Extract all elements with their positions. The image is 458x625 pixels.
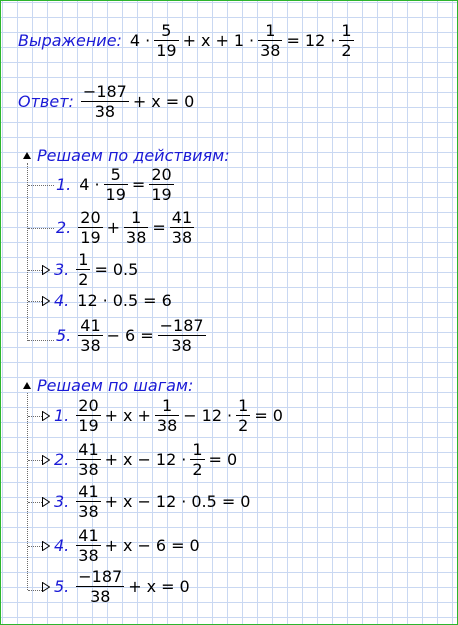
solve-step-3[interactable] [42, 483, 252, 520]
operator: = [171, 536, 185, 555]
numerator: 5 [161, 21, 172, 40]
denominator: 19 [78, 416, 99, 435]
operator: = [131, 175, 146, 194]
solve-step-5[interactable] [42, 568, 192, 605]
step-number: 3. [54, 492, 70, 511]
expand-arrow-icon[interactable] [42, 582, 50, 592]
operator: · [102, 291, 108, 310]
fraction [104, 166, 128, 203]
fraction [76, 397, 100, 434]
step-number: 4. [54, 536, 70, 555]
operator: − [106, 326, 121, 345]
action-step-2 [56, 209, 195, 246]
expand-arrow-icon[interactable] [42, 411, 50, 421]
operator: − [183, 406, 197, 425]
variable: x [123, 492, 133, 511]
solve-step-2[interactable] [42, 441, 239, 478]
term: 0 [184, 92, 195, 111]
denominator: 19 [156, 41, 177, 60]
term: 4 [129, 31, 141, 50]
term: 0.5 [191, 492, 217, 511]
expand-arrow-icon[interactable] [42, 296, 50, 306]
expression-line [18, 22, 355, 59]
operator: + [182, 31, 196, 50]
operator: = [94, 260, 108, 279]
numerator: −187 [159, 316, 204, 335]
term: 12 [77, 291, 98, 310]
step-number: 2. [54, 450, 70, 469]
tree-connector [27, 393, 28, 590]
numerator: 20 [78, 396, 99, 415]
operator: · [181, 492, 187, 511]
term: 12 [201, 406, 223, 425]
numerator: 1 [161, 396, 173, 415]
fraction [155, 397, 179, 434]
denominator: 38 [171, 336, 192, 355]
expand-arrow-icon[interactable] [42, 265, 50, 275]
collapse-triangle-icon[interactable] [23, 382, 31, 389]
actions-heading-text: Решаем по действиям: [37, 146, 230, 165]
variable: x [123, 536, 133, 555]
term: 12 [304, 31, 326, 50]
collapse-triangle-icon[interactable] [23, 152, 31, 159]
term: 0 [240, 492, 251, 511]
operator: − [137, 450, 151, 469]
numerator: 1 [265, 21, 276, 40]
step-number: 2. [56, 218, 72, 237]
operator: − [137, 492, 151, 511]
denominator: 19 [151, 185, 172, 204]
numerator: 41 [78, 440, 99, 459]
fraction [158, 317, 206, 354]
term: 4 [79, 175, 90, 194]
fraction [236, 397, 250, 434]
step-number: 5. [54, 577, 70, 596]
operator: − [137, 536, 151, 555]
tree-connector [28, 228, 54, 229]
term: 0 [179, 577, 190, 596]
tree-connector [28, 590, 42, 591]
fraction [78, 209, 102, 246]
term: 6 [155, 536, 167, 555]
answer-line [18, 83, 196, 120]
expression-label: Выражение: [18, 31, 122, 50]
action-step-1 [56, 166, 175, 203]
denominator: 38 [94, 102, 116, 121]
steps-heading-text: Решаем по шагам: [37, 376, 194, 395]
denominator: 2 [238, 416, 249, 435]
tree-connector [28, 502, 42, 503]
denominator: 38 [90, 587, 111, 606]
operator: + [215, 31, 229, 50]
denominator: 2 [341, 41, 352, 60]
denominator: 38 [78, 460, 99, 479]
operator: + [104, 492, 119, 511]
denominator: 38 [78, 546, 99, 565]
numerator: 1 [341, 21, 352, 40]
term: 12 [155, 450, 177, 469]
variable: x [123, 450, 133, 469]
numerator: 1 [78, 250, 89, 269]
fraction [170, 209, 194, 246]
fraction [190, 441, 204, 478]
action-step-4[interactable] [42, 291, 174, 310]
tree-connector [28, 460, 42, 461]
tree-connector [28, 301, 42, 302]
tree-connector [28, 340, 54, 341]
term: 12 [155, 492, 177, 511]
operator: + [104, 450, 119, 469]
fraction [76, 527, 100, 564]
operator: · [145, 31, 151, 50]
fraction [78, 317, 102, 354]
tree-connector [28, 270, 42, 271]
operator: + [106, 218, 121, 237]
action-step-5 [56, 317, 207, 354]
denominator: 38 [80, 336, 101, 355]
operator: = [143, 291, 157, 310]
tree-connector [27, 163, 28, 341]
solve-step-1[interactable] [42, 397, 285, 434]
operator: · [181, 450, 187, 469]
fraction [149, 166, 173, 203]
operator: = [208, 450, 222, 469]
tree-connector [28, 546, 42, 547]
fraction [81, 83, 129, 120]
numerator: 41 [78, 482, 99, 501]
numerator: −187 [82, 82, 127, 101]
answer-label: Ответ: [18, 92, 74, 111]
denominator: 19 [80, 228, 101, 247]
fraction [154, 22, 178, 59]
step-number: 5. [56, 326, 72, 345]
denominator: 38 [260, 41, 281, 60]
tree-connector [28, 185, 54, 186]
variable: x [200, 31, 211, 50]
numerator: 20 [80, 208, 101, 227]
denominator: 2 [78, 270, 89, 289]
numerator: 41 [78, 526, 99, 545]
step-number: 4. [54, 291, 70, 310]
step-number: 1. [56, 175, 72, 194]
operator: + [104, 406, 119, 425]
numerator: 1 [192, 440, 203, 459]
fraction [76, 568, 124, 605]
solve-step-4[interactable] [42, 527, 202, 564]
operator: = [152, 218, 166, 237]
operator: + [132, 92, 147, 111]
term: 1 [233, 31, 245, 50]
denominator: 38 [156, 416, 178, 435]
denominator: 38 [78, 502, 99, 521]
variable: x [151, 92, 161, 111]
fraction [76, 441, 100, 478]
operator: = [286, 31, 300, 50]
variable: x [146, 577, 157, 596]
expand-arrow-icon[interactable] [42, 455, 50, 465]
expand-arrow-icon[interactable] [42, 541, 50, 551]
term: 0 [226, 450, 238, 469]
action-step-3[interactable] [42, 251, 140, 288]
numerator: 5 [110, 165, 121, 184]
denominator: 19 [105, 185, 126, 204]
operator: = [161, 577, 175, 596]
term: 6 [161, 291, 172, 310]
operator: = [165, 92, 180, 111]
operator: = [140, 326, 154, 345]
term: 0.5 [112, 260, 139, 279]
term: 0 [189, 536, 200, 555]
tree-connector [28, 416, 42, 417]
operator: · [94, 175, 100, 194]
operator: · [227, 406, 233, 425]
operator: · [249, 31, 255, 50]
denominator: 38 [171, 228, 193, 247]
step-number: 3. [54, 260, 70, 279]
step-number: 1. [54, 406, 70, 425]
expand-arrow-icon[interactable] [42, 497, 50, 507]
numerator: 1 [238, 396, 249, 415]
fraction [339, 22, 353, 59]
fraction [76, 251, 90, 288]
operator: · [330, 31, 336, 50]
numerator: 20 [151, 165, 172, 184]
fraction [124, 209, 148, 246]
numerator: −187 [78, 567, 123, 586]
operator: + [104, 536, 119, 555]
denominator: 38 [126, 228, 147, 247]
operator: = [254, 406, 268, 425]
numerator: 1 [131, 208, 142, 227]
term: 6 [125, 326, 136, 345]
term: 0.5 [112, 291, 139, 310]
fraction [76, 483, 100, 520]
fraction [258, 22, 282, 59]
variable: x [123, 406, 133, 425]
term: 0 [272, 406, 283, 425]
operator: + [137, 406, 151, 425]
numerator: 41 [171, 208, 193, 227]
operator: + [128, 577, 142, 596]
numerator: 41 [80, 316, 101, 335]
actions-heading[interactable] [23, 146, 230, 165]
denominator: 2 [192, 460, 203, 479]
operator: = [221, 492, 236, 511]
steps-heading[interactable] [23, 376, 193, 395]
